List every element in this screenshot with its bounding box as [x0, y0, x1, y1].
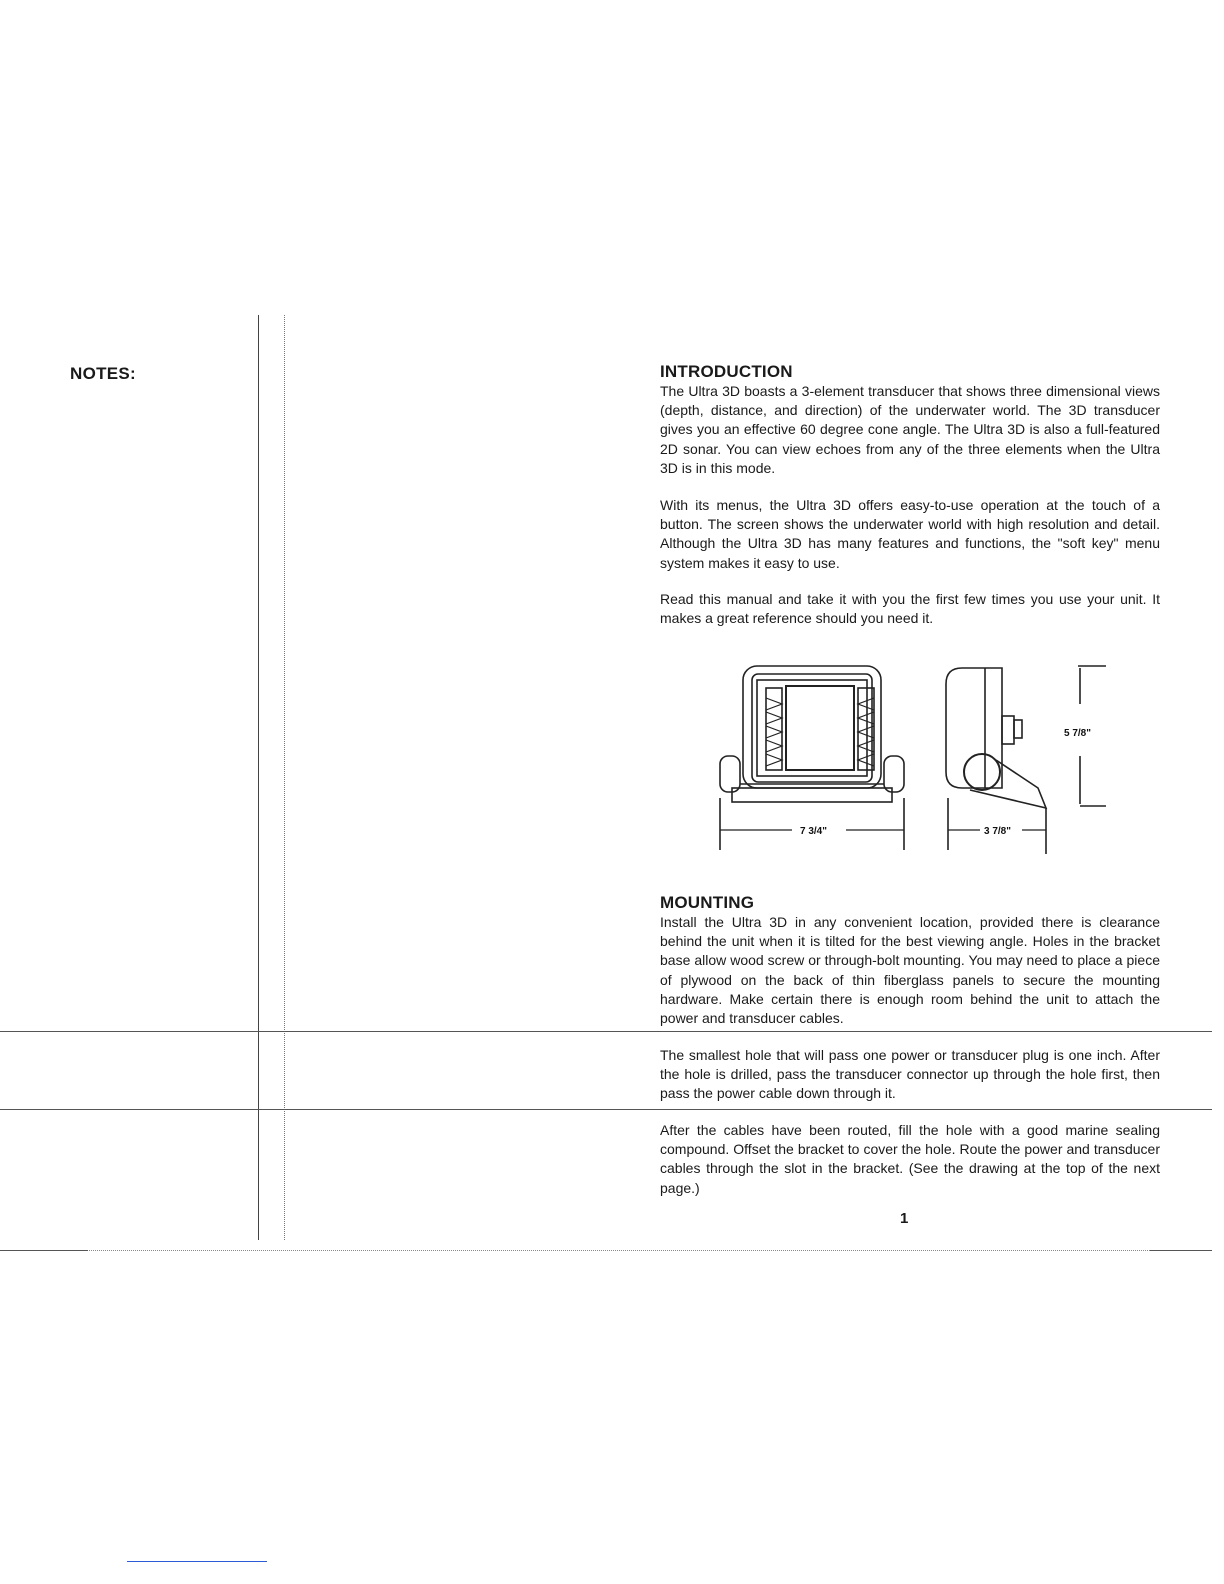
scan-rule-3 — [0, 1250, 1212, 1251]
intro-paragraph-3: Read this manual and take it with you the first few times you use your unit. It makes a great reference should you need it. — [660, 591, 1160, 627]
intro-paragraph-1: The Ultra 3D boasts a 3-element transducer that shows three dimensional views (depth, distance, and direction) of the underwater world. The 3D transducer gives you an effective 60 degree cone angle. The Ultra 3D is also a full-featured 2D sonar. You can view echoes from any of the three elements when the Ultra 3D is in this mode. — [660, 383, 1160, 476]
mounting-paragraph-2: The smallest hole that will pass one power or transducer plug is one inch. After the hole is drilled, pass the transducer connector up through the hole first, then pass the power cable down through it. — [660, 1047, 1160, 1102]
intro-paragraph-2: With its menus, the Ultra 3D offers easy-to-use operation at the touch of a button. The screen shows the underwater world with high resolution and detail. Although the Ultra 3D has many features and functions, the "soft key" menu system makes it easy to use. — [660, 497, 1160, 571]
scan-rule-3-left — [0, 1250, 88, 1251]
height-dimension-label: 5 7/8" — [1064, 728, 1091, 739]
width-dimension-label: 7 3/4" — [800, 826, 827, 837]
scan-rule-2 — [0, 1109, 1212, 1110]
unit-dimension-drawing — [700, 658, 1120, 858]
scan-rule-3-right — [1150, 1250, 1212, 1251]
mounting-paragraph-1: Install the Ultra 3D in any convenient location, provided there is clearance behind the unit when it is tilted for the best viewing angle. Holes in the bracket base allow wood screw or through-bolt mounting. You may need to place a piece of plywood on the back of thin fiberglass panels to secure the mounting hardware. Make certain there is enough room behind the unit to attach the power and transducer cables. — [660, 914, 1160, 1027]
introduction-heading: INTRODUCTION — [660, 362, 793, 381]
mounting-heading: MOUNTING — [660, 893, 755, 912]
notes-label: NOTES: — [70, 364, 137, 383]
scan-rule-1 — [0, 1031, 1212, 1032]
front-view-drawing — [720, 666, 904, 802]
bottom-blue-line — [127, 1561, 267, 1562]
depth-dimension-label: 3 7/8" — [984, 826, 1011, 837]
mounting-paragraph-3: After the cables have been routed, fill the hole with a good marine sealing compound. Offset the bracket to cover the hole. Route the power and transducer cables through the slot in the bracket. (See the drawing at the top of the next page.) — [660, 1122, 1160, 1196]
gutter-line-left — [258, 315, 259, 1240]
gutter-line-right — [284, 315, 285, 1240]
page-number: 1 — [900, 1210, 909, 1227]
